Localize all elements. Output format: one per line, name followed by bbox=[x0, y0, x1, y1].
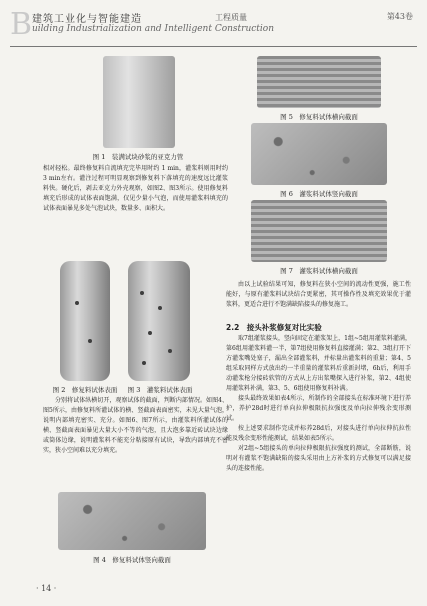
journal-title-cn: 建筑工业化与智能建造 bbox=[32, 14, 142, 25]
figure-1-image bbox=[103, 56, 175, 148]
journal-logo: B bbox=[10, 7, 33, 42]
figure-4-caption: 图 4 修复料试体竖向截面 bbox=[93, 556, 171, 564]
figure-7-caption: 图 7 灌浆料试体横向截面 bbox=[280, 267, 358, 275]
air-hole-mark bbox=[158, 306, 162, 310]
paragraph: 由以上试验结果可知，修复料在狭小空间的流动性更强，施工性能好，与原有灌浆料试块结合更紧密，其可操作性及填充效果优于灌浆料，更适合进行不饱满缺陷接头的修复施工。 bbox=[226, 281, 411, 308]
figure-4-image bbox=[58, 492, 206, 550]
section-heading: 2.2 接头补浆修复对比实验 bbox=[226, 323, 322, 332]
air-hole-mark bbox=[142, 361, 146, 365]
figure-3-caption: 图 3 灌浆料试体表面 bbox=[127, 386, 193, 394]
figure-6-image bbox=[251, 123, 387, 185]
column-title: 工程质量 bbox=[215, 13, 247, 22]
journal-header bbox=[10, 6, 417, 46]
page-number: · 14 · bbox=[36, 584, 57, 593]
air-hole-mark bbox=[140, 291, 144, 295]
paragraph: 分别将试体纵横切开，观察试体的截面，判断内部情况。如图4、图5所示，由修复料所灌试体的横、竖截面表面密实，未见大量气泡，说明内部填充密实、充分。如图6、图7所示，由灌浆料所灌试体的横、竖截面表面暴见大量大小不等的气泡，且大泡多靠近砖试块边缘或筒体边缘，说明灌浆料不能充分粘接原有试块，导致内部填充不密实，狭小空间难以充分填充。 bbox=[43, 397, 228, 454]
air-hole-mark bbox=[168, 349, 172, 353]
right-column-text-2 bbox=[226, 334, 411, 584]
paragraph: 接头最终效果如表4所示，所制作的全部接头在标准环境下进行养护，养护28d时进行单向拉伸极限抗拉强度及单向拉伸残余变形测试。 bbox=[226, 395, 411, 422]
header-divider bbox=[10, 46, 417, 47]
figure-6-caption: 图 6 灌浆料试体竖向截面 bbox=[280, 190, 358, 198]
figure-1-caption: 图 1 装满试块砂浆的亚克力管 bbox=[92, 153, 184, 161]
paragraph: 取7组灌浆接头，竖向固定在灌浆架上，1组~5组用灌浆料灌满，第6组用灌浆料灌一半，第7组使用修复料直接灌满；第2、3组打开下方灌浆嘴处塞子，漏出全部灌浆料，并标量出灌浆料的重量；第4、5组采取同样方式放出约一半重量的灌浆料后重新封堵，6h后，利用手动灌浆枪分接砖软管的方式从上方出浆嘴探入进行补浆，第2、4组使用灌浆料补满，第3、5、6组使用修复料补满。 bbox=[226, 335, 411, 392]
figure-5-image bbox=[257, 56, 381, 108]
paragraph: 相对轻松。最终修复料自流填充完毕用时约 1 min，灌浆料则用时约 3 min左右。灌注过程可明显观察到修复料下落填充的速度远比灌浆料快。硬化后，剥去亚克力外壳观察，如图2、图3所示。使用修复料填充后形成的试体表面饱满，仅见少量小气泡，而使用灌浆料填充的试体表面暴见多处气泡试块，数量多、面积大。 bbox=[43, 165, 228, 212]
figure-2-caption: 图 2 修复料试体表面 bbox=[52, 386, 118, 394]
journal-title-en: uilding Industrialization and Intelligent Construction bbox=[32, 24, 274, 34]
volume-label: 第43卷 bbox=[386, 12, 413, 21]
air-hole-mark bbox=[148, 331, 152, 335]
air-hole-mark bbox=[75, 301, 79, 305]
figure-5-caption: 图 5 修复料试体横向截面 bbox=[280, 113, 358, 121]
paragraph: 按上述要求制作完成并标养28d后，对接头进行单向拉伸抗拉性能及残余变形性能测试，结果如表5所示。 bbox=[226, 425, 411, 442]
figure-7-image bbox=[251, 200, 387, 262]
air-hole-mark bbox=[88, 339, 92, 343]
left-column-text-1 bbox=[43, 164, 228, 256]
left-column-text-2 bbox=[43, 396, 228, 488]
figure-2-image bbox=[60, 261, 110, 381]
figure-3-image bbox=[128, 261, 190, 381]
right-column-text-1 bbox=[226, 280, 411, 320]
paragraph: 对2组~5组接头的单向拉伸极限抗拉强度的测试，全部断筋，说明对有灌浆不饱满缺陷的接头采用由上方补浆的方式修复可以满足接头的连接性能。 bbox=[226, 445, 411, 472]
